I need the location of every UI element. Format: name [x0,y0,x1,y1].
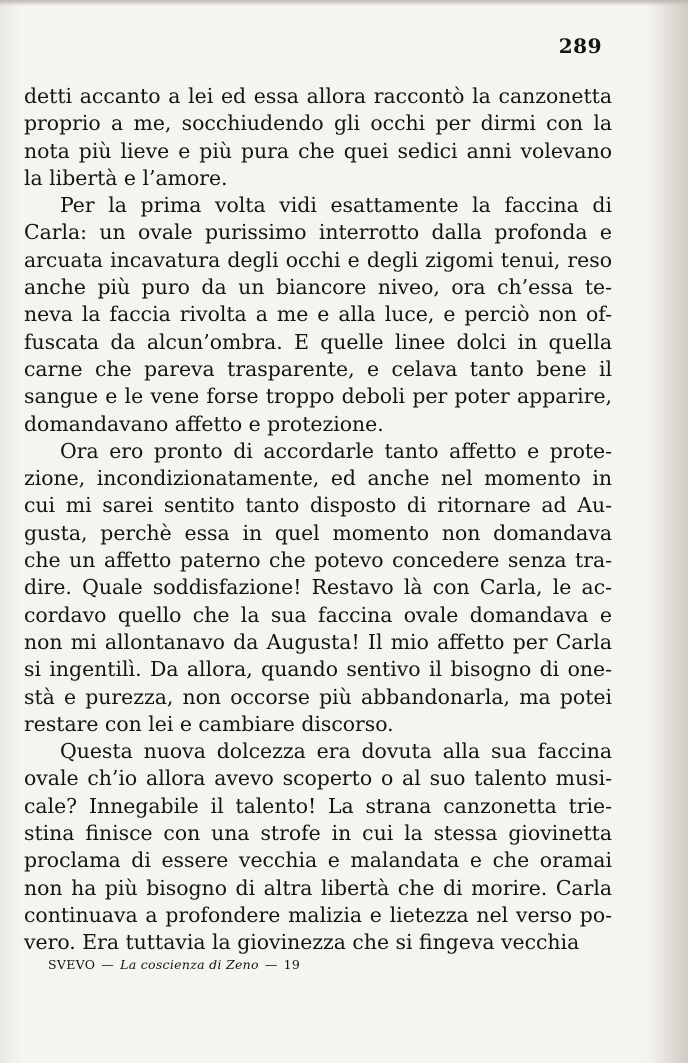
text-line: cale? Innegabile il talento! La strana canzonetta trie- [24,793,612,818]
text-line: ovale ch’io allora avevo scoperto o al suo talento musi- [24,766,612,791]
text-line: cui mi sarei sentito tanto disposto di ritornare ad Au- [24,493,612,518]
body-text [24,83,612,957]
text-line: nota più lieve e più pura che quei sedici anni volevano [24,138,612,163]
text-line: si ingentilì. Da allora, quando sentivo il bisogno di one- [24,657,612,682]
text-line: detti accanto a lei ed essa allora raccontò la canzonetta [24,84,612,108]
text-line: cordavo quello che la sua faccina ovale domandava e [24,602,612,627]
text-line: che un affetto paterno che potevo concedere senza tra- [24,548,612,573]
text-line: carne che pareva trasparente, e celava tanto bene il [24,356,612,381]
text-line: proprio a me, socchiudendo gli occhi per dirmi con la [24,111,612,136]
text-line: sangue e le vene forse troppo deboli per poter apparire, [24,384,612,409]
footer-signature [48,957,300,972]
text-line: Carla: un ovale purissimo interrotto dalla profonda e [24,220,612,245]
text-line: dire. Quale soddisfazione! Restavo là con Carla, le ac- [24,575,612,600]
text-line: stà e purezza, non occorse più abbandonarla, ma potei [24,684,612,709]
text-line: zione, incondizionatamente, ed anche nel momento in [24,466,612,491]
text-line: vero. Era tuttavia la giovinezza che si fingeva vecchia [24,930,580,955]
text-line: gusta, perchè essa in quel momento non domandava [24,520,612,545]
text-line: proclama di essere vecchia e malandata e che oramai [24,848,612,873]
footer-sheet-number: 19 [283,957,301,972]
footer-title: La coscienza di Zeno [120,957,259,972]
text-line: la libertà e l’amore. [24,165,228,190]
text-line: neva la faccia rivolta a me e alla luce, e perciò non of- [24,302,612,327]
text-line: arcuata incavatura degli occhi e degli zigomi tenui, reso [24,247,612,272]
text-line: non mi allontanavo da Augusta! Il mio affetto per Carla [24,629,612,654]
page-edge-shadow [0,0,688,6]
paragraph [24,192,612,438]
footer-separator-2: — [264,957,278,972]
text-line: Ora ero pronto di accordarle tanto affetto e prote- [60,438,612,463]
text-line: continuava a profondere malizia e lietezza nel verso po- [24,902,612,927]
text-line: anche più puro da un biancore niveo, ora ch’essa te- [24,275,612,300]
text-line: Questa nuova dolcezza era dovuta alla sua faccina [60,739,612,764]
text-line: non ha più bisogno di altra libertà che di morire. Carla [24,875,612,900]
text-line: Per la prima volta vidi esattamente la faccina di [60,193,612,218]
text-line: restare con lei e cambiare discorso. [24,711,394,736]
footer-author: SVEVO [48,957,96,972]
paragraph [24,83,612,192]
text-line: domandavano affetto e protezione. [24,411,384,436]
text-line: stina finisce con una strofe in cui la stessa giovinetta [24,821,612,846]
paragraph [24,738,612,956]
text-line: fuscata da alcun’ombra. E quelle linee dolci in quella [24,329,612,354]
paragraph [24,438,612,738]
page-number: 289 [558,34,602,58]
footer-separator: — [101,957,115,972]
